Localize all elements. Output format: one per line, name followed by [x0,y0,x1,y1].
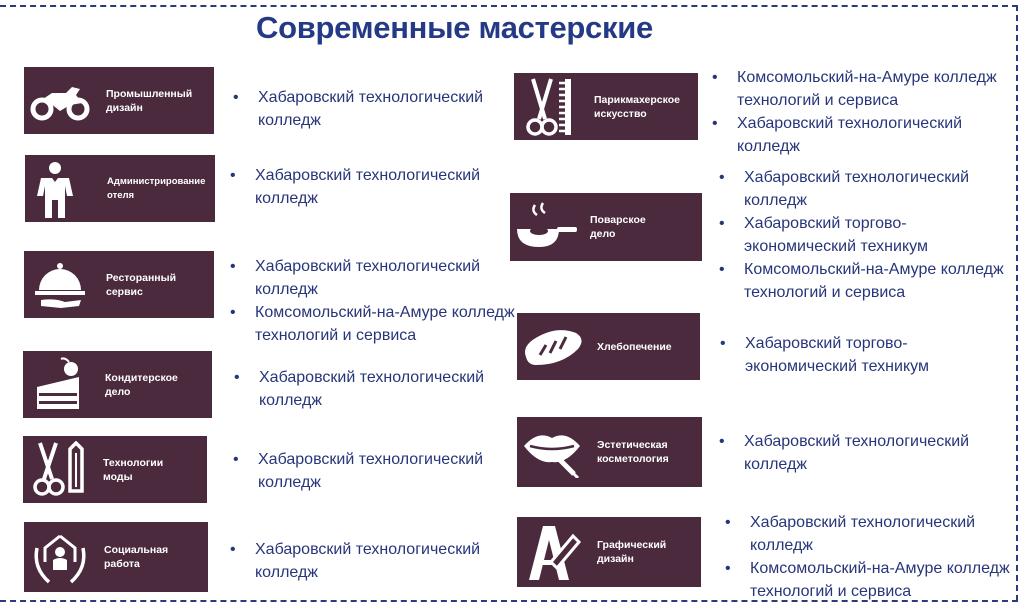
college-item: • Хабаровский технологический колледж [233,86,493,132]
college-list [230,538,490,584]
college-item: • Комсомольский-на-Амуре колледж технологий и сервиса [719,258,1014,304]
workshop-card-hotel-administration [25,155,215,222]
workshop-card-graphic-design [517,517,701,587]
college-list [720,332,1015,378]
workshop-label: Поварское дело [590,214,646,240]
workshop-card-bakery [517,313,700,380]
college-list [230,164,490,210]
scissors-comb-icon [514,77,586,137]
workshop-card-social-work [24,522,208,592]
workshop-card-cooking [510,193,702,261]
lips-icon [517,426,589,478]
college-list [712,66,1007,158]
workshop-label: Ресторанный сервис [106,271,177,298]
workshop-card-hairdressing [514,73,698,140]
workshop-label: Администрирование отеля [107,175,206,201]
frame-border-top [0,5,1018,7]
college-item: • Хабаровский технологический колледж [233,448,493,494]
workshop-card-fashion-technology [23,436,207,503]
college-item: • Комсомольский-на-Амуре колледж технологий и сервиса [712,66,1007,112]
college-list [719,166,1014,304]
college-item: • Комсомольский-на-Амуре колледж технологий и сервиса [725,557,1020,603]
college-item: • Комсомольский-на-Амуре колледж технологий и сервиса [230,301,520,347]
college-item: • Хабаровский торгово-экономический техникум [720,332,1015,378]
workshop-label: Парикмахерское искусство [594,93,681,120]
care-hands-icon [24,528,96,586]
college-list [725,511,1020,603]
workshop-label: Кондитерское дело [105,371,178,398]
workshop-label: Эстетическая косметология [597,439,669,465]
workshop-label: Графический дизайн [597,539,667,565]
page-title: Современные мастерские [256,10,653,45]
college-list [234,366,494,412]
college-item: • Хабаровский технологический колледж [712,112,967,158]
college-item: • Хабаровский технологический колледж [725,511,980,557]
bread-icon [517,327,589,367]
workshop-card-aesthetic-cosmetology [517,417,702,487]
motorcycle-icon [24,79,96,123]
workshop-card-restaurant-service [24,251,214,318]
college-list [230,255,520,347]
cloche-icon [24,260,96,310]
letter-a-pen-icon [517,522,589,582]
cake-icon [23,357,95,413]
college-item: • Хабаровский торгово-экономический техникум [719,212,1014,258]
college-list [233,86,493,132]
frying-pan-icon [510,201,582,253]
hotel-staff-icon [25,160,85,218]
college-item: • Хабаровский технологический колледж [230,164,490,210]
college-item: • Хабаровский технологический колледж [719,166,974,212]
workshop-label: Социальная работа [104,544,169,570]
scissors-pencil-icon [23,441,95,499]
workshop-label: Промышленный дизайн [106,87,193,114]
college-item: • Хабаровский технологический колледж [230,255,485,301]
workshop-label: Хлебопечение [597,340,672,353]
workshop-label: Технологии моды [103,456,164,483]
college-item: • Хабаровский технологический колледж [230,538,490,584]
college-list [719,430,1014,476]
workshop-card-confectionery [23,351,212,418]
workshop-card-industrial-design [24,67,214,134]
college-item: • Хабаровский технологический колледж [719,430,974,476]
college-item: • Хабаровский технологический колледж [234,366,494,412]
college-list [233,448,493,494]
